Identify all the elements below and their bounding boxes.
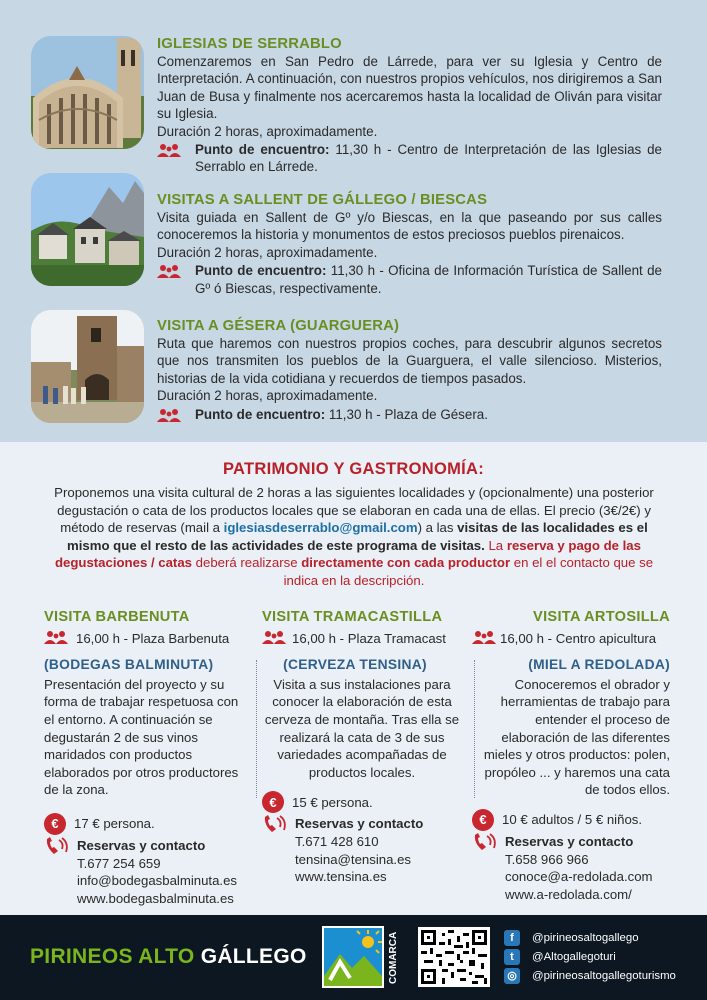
group-icon <box>44 630 70 649</box>
column-reserve <box>262 815 468 885</box>
reserve-label: Reservas y contacto <box>295 816 424 832</box>
meeting-text: 11,30 h - Centro de Interpretación de las Iglesias de Serrablo en Lárrede. <box>195 142 663 175</box>
social-facebook[interactable] <box>504 928 676 947</box>
column-description: Presentación del proyecto y su forma de trabajar respetuosa con el entorno. A continuación se degustarán 2 de sus vinos maridados con productos elaborados por otros productores de la zona. <box>44 676 239 798</box>
visit-body <box>157 318 662 426</box>
euro-icon: € <box>44 813 66 835</box>
visit-body <box>157 192 662 297</box>
patrimonio-title: PATRIMONIO Y GASTRONOMÍA: <box>222 460 485 478</box>
column-description: Visita a sus instalaciones para conocer la elaboración de esta cerveza de montaña. Tras ella se realizará la cata de 3 de sus variedades acompañadas de productos locales. <box>264 676 460 780</box>
contact-web[interactable]: www.tensina.es <box>295 869 387 885</box>
brand-part: ALTO <box>138 945 201 968</box>
column-price <box>44 813 250 835</box>
euro-icon: € <box>472 809 494 831</box>
visit-duration: Duración 2 horas, aproximadamente. <box>157 244 378 260</box>
visit-title: VISITAS A SALLENT DE GÁLLEGO / BIESCAS <box>157 192 488 208</box>
column-description: Conoceremos el obrador y herramientas de trabajo para entender el proceso de elaboración de las diferentes mieles y otros productos: polen, propóleo ... y haremos una cata de todos ellos. <box>483 676 670 798</box>
phone-icon <box>262 815 292 840</box>
euro-icon: € <box>262 791 284 813</box>
meeting-text: 11,30 h - Plaza de Gésera. <box>325 406 488 422</box>
column-tramacastilla <box>262 609 468 886</box>
column-price <box>472 809 672 831</box>
comarca-label: COMARCA <box>388 931 399 984</box>
price-text: 15 € persona. <box>292 794 373 810</box>
tower-photo <box>31 310 144 423</box>
contact-email[interactable]: tensina@tensina.es <box>295 851 412 867</box>
column-subtitle: (MIEL A REDOLADA) <box>528 657 670 673</box>
group-icon <box>157 406 195 426</box>
column-title: VISITA BARBENUTA <box>44 609 190 625</box>
price-text: 10 € adultos / 5 € niños. <box>502 812 643 828</box>
visit-body <box>157 36 662 176</box>
twitter-icon: t <box>504 949 520 965</box>
meeting-point <box>157 141 662 176</box>
brand-part: PIRINEOS <box>30 945 139 968</box>
contact-email[interactable]: info@bodegasbalminuta.es <box>77 873 238 889</box>
column-price <box>262 791 468 813</box>
group-icon <box>472 630 498 649</box>
instagram-icon: ◎ <box>504 968 520 984</box>
visit-title: VISITA A GÉSERA (GUARGUERA) <box>157 318 400 334</box>
intro-price-cont: ) a las <box>417 520 458 536</box>
intro-red-bold: directamente con cada productor <box>301 555 511 571</box>
column-barbenuta <box>44 609 250 907</box>
social-twitter[interactable] <box>504 947 676 966</box>
column-place <box>44 630 250 649</box>
reserve-label: Reservas y contacto <box>505 833 634 849</box>
column-title: VISITA ARTOSILLA <box>533 609 670 625</box>
price-text: 17 € persona. <box>74 816 155 832</box>
social-instagram[interactable] <box>504 966 676 985</box>
intro-red: deberá realizarse <box>192 555 302 571</box>
group-icon <box>157 141 195 161</box>
meeting-label: Punto de encuentro: <box>195 142 330 158</box>
group-icon <box>262 630 288 649</box>
intro-red: La <box>488 537 507 553</box>
intro-red: en el el contacto que se indica en la descripción. <box>283 555 654 588</box>
column-place <box>262 630 468 649</box>
contact-web[interactable]: www.bodegasbalminuta.es <box>77 890 234 906</box>
contact-phone[interactable]: T.677 254 659 <box>77 855 161 871</box>
brand-part: GÁLLEGO <box>200 945 307 968</box>
contact-email[interactable]: conoce@a-redolada.com <box>505 869 653 885</box>
meeting-label: Punto de encuentro: <box>195 263 327 279</box>
column-subtitle: (CERVEZA TENSINA) <box>283 657 427 673</box>
place-text: 16,00 h - Plaza Tramacast <box>292 631 446 647</box>
meeting-text: 11,30 h - Oficina de Información Turística de Sallent de Gº ó Biescas, respectivamente. <box>195 263 662 296</box>
social-handle[interactable]: @Altogallegoturi <box>532 950 616 963</box>
intro-line: Proponemos una visita cultural de 2 horas a las siguientes localidades y (opcionalmente) una posterior degustación o cata de los productos locales que se elaboran en cada una de ellas. <box>54 485 654 518</box>
village-photo <box>31 173 144 286</box>
phone-icon <box>44 837 74 862</box>
brand-logo <box>30 945 307 969</box>
phone-icon <box>472 833 502 858</box>
contact-web[interactable]: www.a-redolada.com/ <box>505 886 632 902</box>
church-photo <box>31 36 144 149</box>
visit-duration: Duración 2 horas, aproximadamente. <box>157 123 378 139</box>
reserve-label: Reservas y contacto <box>77 837 206 853</box>
place-text: 16,00 h - Plaza Barbenuta <box>76 631 230 647</box>
contact-phone[interactable]: T.658 966 966 <box>505 851 589 867</box>
comarca-logo <box>322 926 404 988</box>
email-link[interactable]: iglesiasdeserrablo@gmail.com <box>223 520 418 536</box>
column-divider <box>256 660 257 798</box>
place-text: 16,00 h - Centro apicultura <box>500 631 657 647</box>
patrimonio-intro <box>48 484 660 590</box>
intro-bold: visitas de las localidades es el mismo que el resto de las actividades de este programa de visitas. <box>67 520 648 553</box>
visit-description: Comenzaremos en San Pedro de Lárrede, para ver su Iglesia y Centro de Interpretación. A continuación, con nuestros propios vehículos, nos dirigiremos a San Juan de Busa y finalmente nos acercaremos hasta la localidad de Oliván para visitar su Iglesia. <box>157 54 662 122</box>
column-subtitle: (BODEGAS BALMINUTA) <box>44 657 214 673</box>
facebook-icon: f <box>504 930 520 946</box>
meeting-point <box>157 406 662 426</box>
intro-price: El precio (3€/2€) y método de reservas (mail a <box>60 502 651 536</box>
meeting-label: Punto de encuentro: <box>195 406 326 422</box>
visit-title: IGLESIAS DE SERRABLO <box>157 36 342 52</box>
column-place <box>472 630 672 649</box>
group-icon <box>157 262 195 282</box>
intro-red-bold: reserva y pago de las degustaciones / catas <box>54 537 641 571</box>
meeting-point <box>157 262 662 297</box>
visit-description: Visita guiada en Sallent de Gº y/o Biescas, en la que paseando por sus calles conoceremos la historia y monumentos de estos preciosos pueblos pirenaicos. <box>157 210 662 243</box>
column-reserve <box>472 833 672 903</box>
social-links <box>504 928 676 985</box>
visit-duration: Duración 2 horas, aproximadamente. <box>157 388 378 404</box>
qr-code[interactable] <box>418 927 490 987</box>
column-title: VISITA TRAMACASTILLA <box>262 609 443 625</box>
social-handle[interactable]: @pirineosaltogallegoturismo <box>532 969 676 982</box>
contact-phone[interactable]: T.671 428 610 <box>295 833 379 849</box>
social-handle[interactable]: @pirineosaltogallego <box>532 931 639 944</box>
column-artosilla <box>472 609 672 903</box>
column-reserve <box>44 837 250 907</box>
visit-description: Ruta que haremos con nuestros propios coches, para descubrir algunos secretos que nos transmiten los pueblos de la Guarguera, el valle silencioso. Misterios, historias de la vida cotidiana y recuerdos de tiempos pasados. <box>157 336 662 386</box>
